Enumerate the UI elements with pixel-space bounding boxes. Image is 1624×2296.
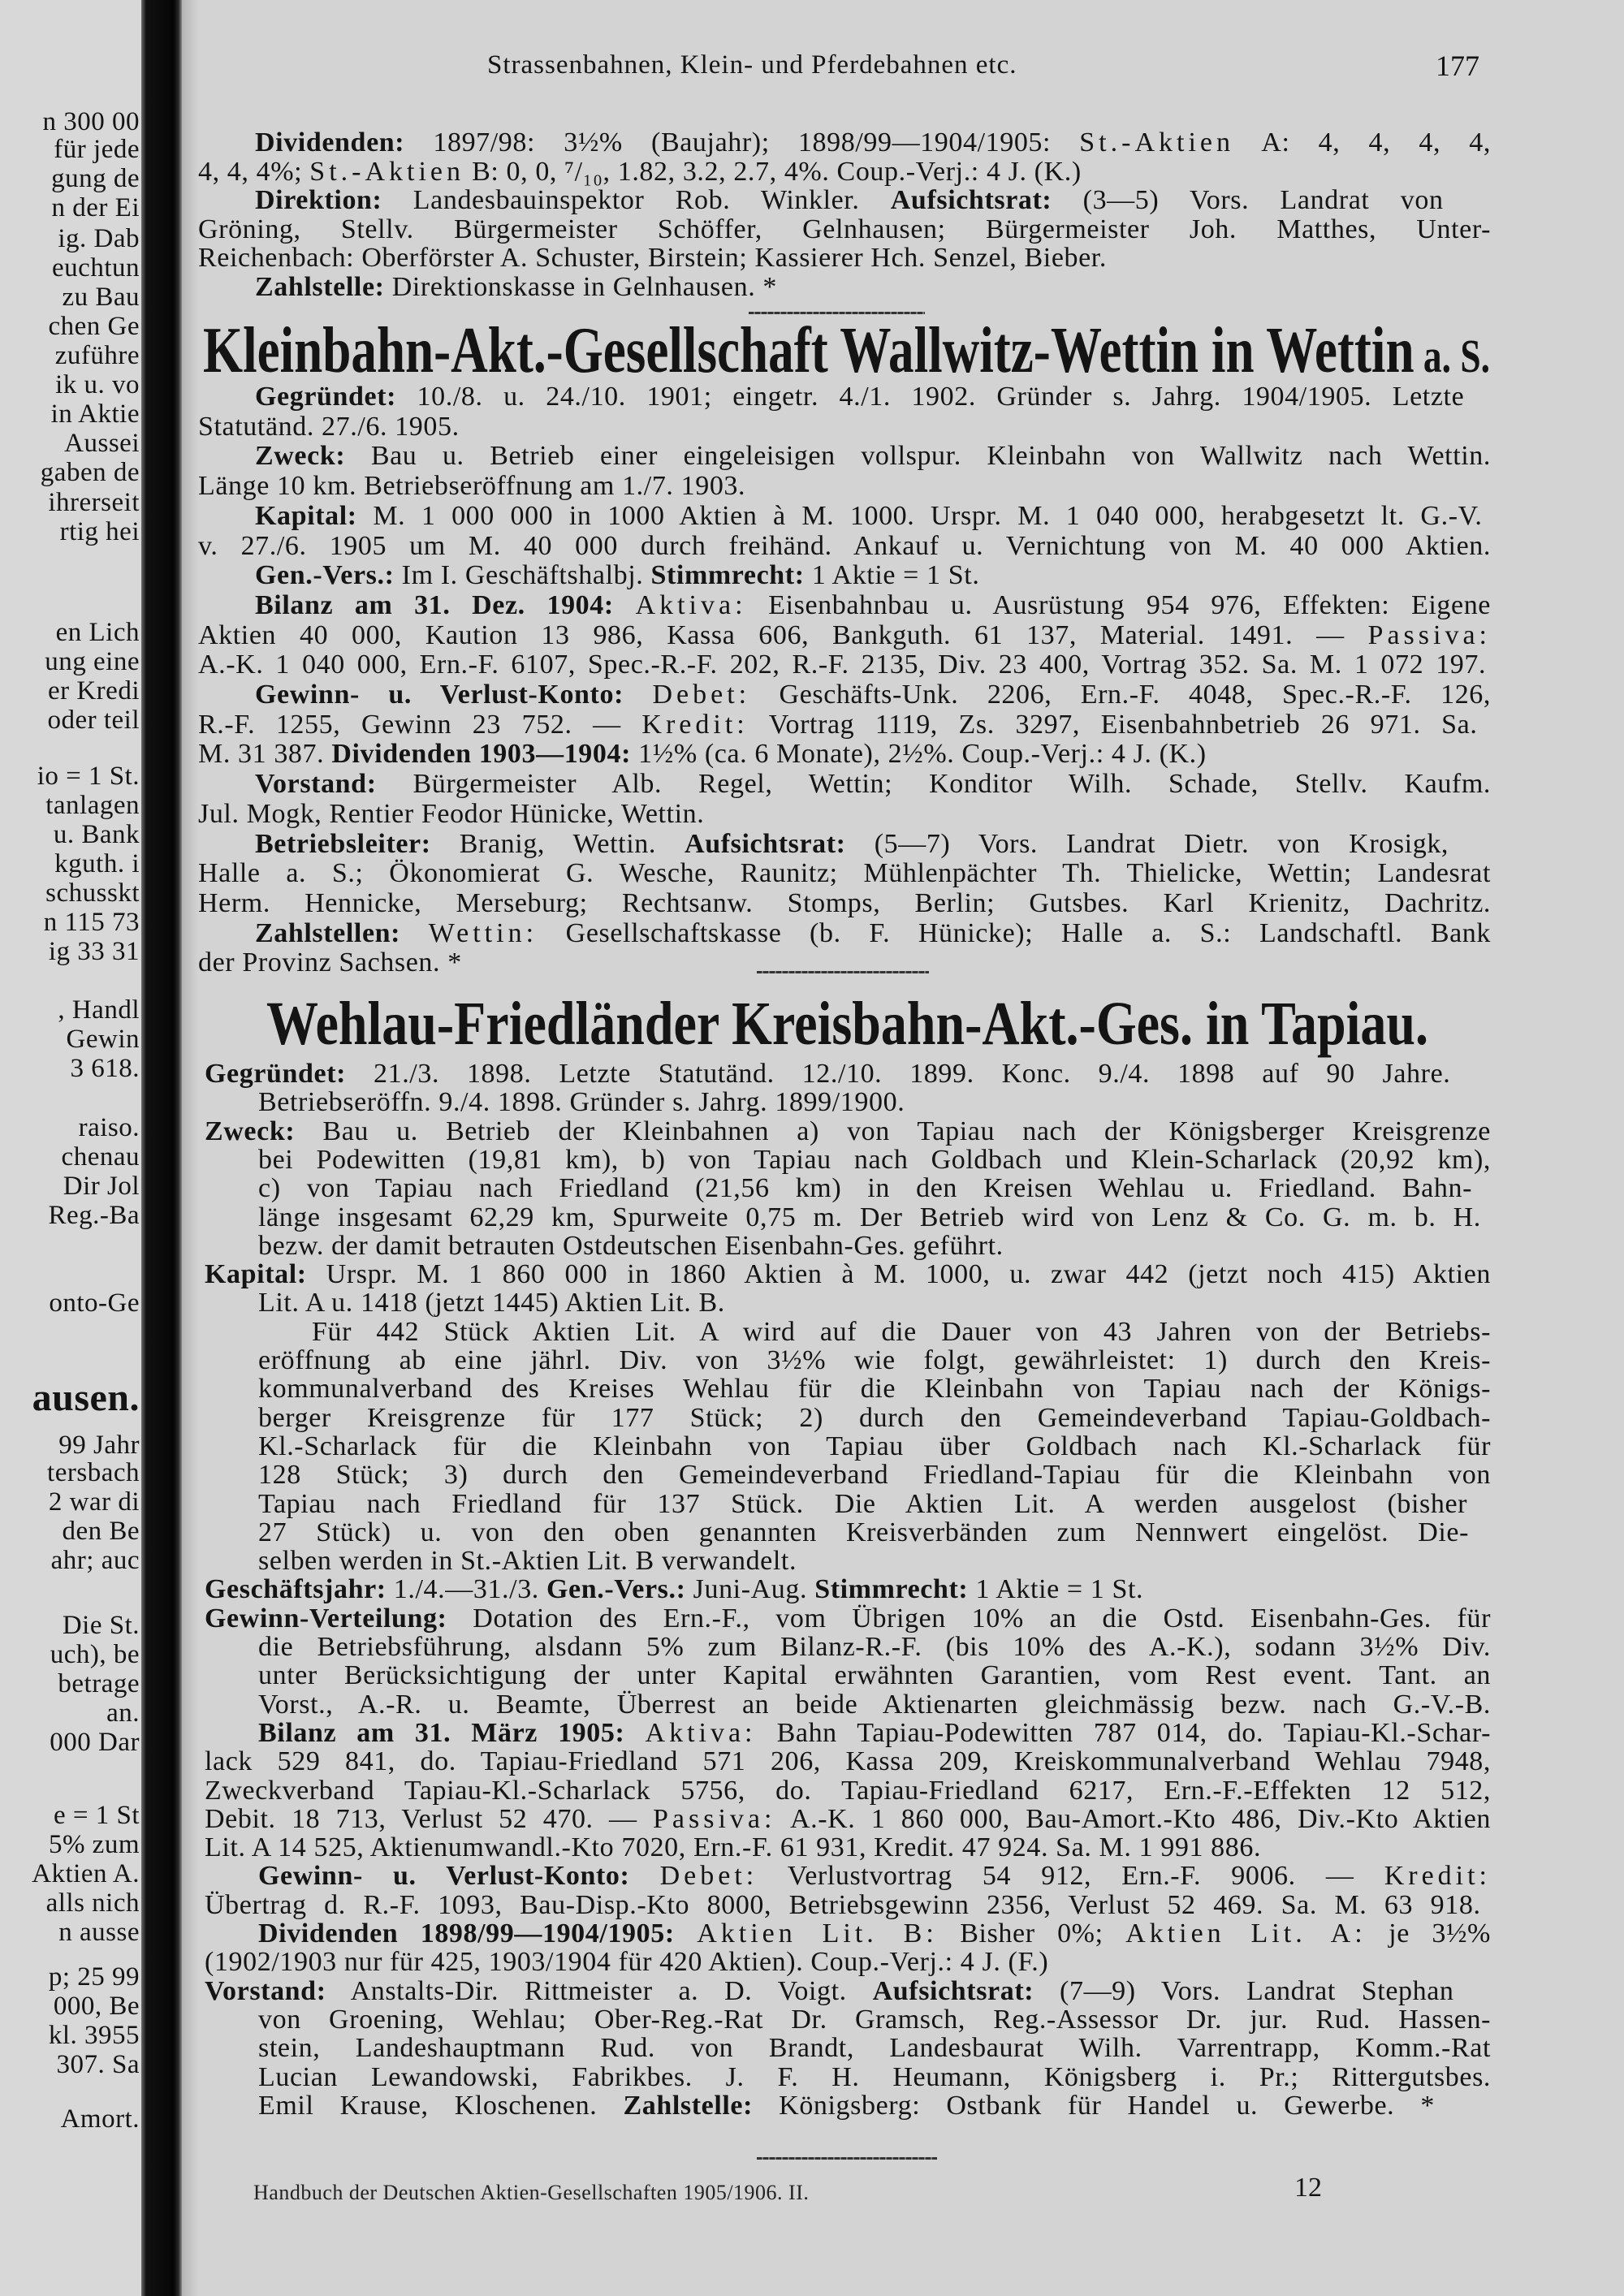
field-text: Herm. Hennicke, Merseburg; Rechtsanw. Stomps, Berlin; Gutsbes. Karl Krienitz, Dachritz. xyxy=(198,887,1491,918)
field-label: Zweck: xyxy=(205,1116,296,1146)
field-text: Im I. Geschäftshalbj. xyxy=(394,560,651,591)
field-label: Gewinn-Verteilung: xyxy=(205,1603,447,1634)
text-line xyxy=(255,382,1491,412)
text-line xyxy=(205,1603,1491,1634)
adjacent-page-fragment: zuführe xyxy=(54,341,140,370)
adjacent-page-fragment: tanlagen xyxy=(45,791,140,820)
field-text: Übertrag d. R.-F. 1093, Bau-Disp.-Kto 8000, Betriebsgewinn 2356, Verlust 52 469. Sa. M. 63 918. xyxy=(205,1889,1481,1920)
title-main: Kleinbahn-Akt.-Gesellschaft Wallwitz-Wettin in Wettin xyxy=(203,314,1415,387)
adjacent-page-fragment: ik u. vo xyxy=(55,370,140,399)
field-text: 1 Aktie = 1 St. xyxy=(968,1574,1144,1605)
field-text: Lucian Lewandowski, Fabrikbes. J. F. H. Heumann, Königsberg i. Pr.; Rittergutsbes. xyxy=(258,2061,1491,2092)
field-text: 10./8. u. 24./10. 1901; eingetr. 4./1. 1902. Gründer s. Jahrg. 1904/1905. Letzte xyxy=(396,382,1465,412)
adjacent-page-fragment: io = 1 St. xyxy=(37,762,140,791)
text-line xyxy=(205,1116,1491,1147)
field-text: länge insgesamt 62,29 km, Spurweite 0,75 m. Der Betrieb wird von Lenz & Co. G. m. b. H. xyxy=(258,1202,1481,1232)
text-line xyxy=(258,1632,1491,1663)
field-text: 1½% (ca. 6 Monate), 2½%. Coup.-Verj.: 4 J. (K.) xyxy=(631,739,1207,770)
field-text: M. 1 000 000 in 1000 Aktien à M. 1000. Urspr. M. 1 040 000, herabgesetzt lt. G.-V. xyxy=(356,500,1483,531)
adjacent-page-fragment: , Handl xyxy=(58,995,140,1025)
field-label: Gen.-Vers.: xyxy=(255,560,395,591)
field-text: Länge 10 km. Betriebseröffnung am 1./7. 1903. xyxy=(198,471,746,502)
adjacent-page-fragment: n 300 00 xyxy=(42,107,140,136)
adjacent-page-fragment: zu Bau xyxy=(62,283,140,312)
text-line xyxy=(255,829,1491,860)
gutter-shadow xyxy=(182,0,198,2296)
text-line xyxy=(255,590,1491,621)
adjacent-page-fragment: tersbach xyxy=(47,1458,140,1487)
field-text: unter Berücksichtigung der unter Kapital erwähnten Garantien, vom Rest event. Tant. an xyxy=(258,1660,1491,1691)
adjacent-page-fragment: gaben de xyxy=(40,458,140,487)
field-label: Gegründet: xyxy=(255,382,397,412)
field-label: Dividenden 1898/99—1904/1905: xyxy=(258,1918,675,1949)
field-text: Juni-Aug. xyxy=(685,1574,815,1605)
field-text: stein, Landeshauptmann Rud. von Brandt, Landesbaurat Wilh. Varrentrapp, Komm.-Rat xyxy=(258,2033,1491,2064)
text-line xyxy=(205,1832,1491,1863)
spaced-term: Debet: xyxy=(652,680,751,710)
field-label: Aufsichtsrat: xyxy=(890,185,1052,216)
field-text xyxy=(629,1861,659,1891)
field-label: Dividenden 1903—1904: xyxy=(331,739,632,770)
adjacent-page-fragment: euchtun xyxy=(52,253,140,283)
text-line xyxy=(198,650,1491,680)
field-label: Stimmrecht: xyxy=(814,1574,969,1605)
field-text: Gröning, Stellv. Bürgermeister Schöffer, Gelnhausen; Bürgermeister Joh. Matthes, Unter- xyxy=(198,214,1491,244)
text-line xyxy=(205,1259,1491,1290)
text-line xyxy=(258,2005,1491,2035)
spaced-term: Aktien Lit. A: xyxy=(1125,1918,1367,1949)
field-label: Zweck: xyxy=(255,441,346,472)
field-text: A.-K. 1 040 000, Ern.-F. 6107, Spec.-R.-F. 202, R.-F. 2135, Div. 23 400, Vortrag 352. Sa. M. 1 072 197. xyxy=(198,650,1487,680)
text-line xyxy=(258,1431,1491,1462)
title-suffix: a. S. xyxy=(1414,330,1490,382)
adjacent-page-fragment: chenau xyxy=(61,1142,140,1172)
text-line xyxy=(205,1976,1491,2007)
text-line xyxy=(255,272,1491,303)
field-text: Lit. A 14 525, Aktienumwandl.-Kto 7020, Ern.-F. 61 931, Kredit. 47 924. Sa. M. 1 991 886. xyxy=(205,1832,1262,1863)
field-text: berger Kreisgrenze für 177 Stück; 2) durch den Gemeindeverband Tapiau-Goldbach- xyxy=(258,1402,1491,1433)
field-text: Königsberg: Ostbank für Handel u. Gewerbe. * xyxy=(753,2090,1435,2121)
text-line xyxy=(255,918,1491,949)
text-line xyxy=(258,1345,1491,1376)
adjacent-page-fragment: u. Bank xyxy=(53,820,140,849)
spaced-term: Aktiva: xyxy=(635,589,747,620)
field-label: Kapital: xyxy=(255,500,357,531)
text-line xyxy=(258,1718,1491,1749)
adjacent-page-fragment: Aktien A. xyxy=(32,1859,140,1888)
spaced-term: St.-Aktien xyxy=(309,156,464,187)
text-line xyxy=(258,1546,1491,1577)
text-line xyxy=(255,769,1491,800)
adjacent-page-fragment: 000, Be xyxy=(53,1992,140,2021)
text-line xyxy=(198,531,1491,562)
text-line xyxy=(258,1861,1491,1892)
field-text xyxy=(675,1918,697,1949)
adjacent-page-fragment: raiso. xyxy=(78,1113,140,1142)
text-line xyxy=(255,441,1491,472)
field-text: R.-F. 1255, Gewinn 23 752. — xyxy=(198,709,642,740)
adjacent-page-fragment: uch), be xyxy=(50,1640,140,1669)
field-text: 1 Aktie = 1 St. xyxy=(804,560,980,591)
field-text xyxy=(624,1718,645,1748)
adjacent-page-fragment: ig 33 31 xyxy=(48,937,140,966)
field-text: 21./3. 1898. Letzte Statutänd. 12./10. 1899. Konc. 9./4. 1898 auf 90 Jahre. xyxy=(346,1059,1451,1089)
adjacent-page-fragment: n ausse xyxy=(58,1918,140,1947)
text-line xyxy=(258,1403,1491,1434)
field-text: Bisher 0%; xyxy=(937,1918,1126,1949)
page-number: 177 xyxy=(1436,50,1479,82)
adjacent-page-fragment: ahr; auc xyxy=(50,1546,140,1575)
field-text: Direktionskasse in Gelnhausen. * xyxy=(384,272,778,302)
field-text: A.-K. 1 860 000, Bau-Amort.-Kto 486, Div.-Kto Aktien xyxy=(775,1803,1491,1834)
text-line xyxy=(198,799,1491,830)
text-line xyxy=(258,1087,1491,1118)
adjacent-page-fragment: betrage xyxy=(58,1669,140,1698)
adjacent-page-fragment: en Lich xyxy=(55,618,140,647)
text-line xyxy=(205,1890,1491,1921)
field-label: Gen.-Vers.: xyxy=(546,1574,686,1605)
adjacent-page-fragment: 99 Jahr xyxy=(58,1431,140,1460)
field-text: Anstalts-Dir. Rittmeister a. D. Voigt. xyxy=(326,1975,873,2006)
text-line xyxy=(258,1660,1491,1691)
field-text: der Provinz Sachsen. * xyxy=(198,947,462,978)
text-line xyxy=(205,1746,1491,1777)
text-line xyxy=(198,739,1491,770)
field-label: Kapital: xyxy=(205,1259,307,1290)
adjacent-page-fragment: kl. 3955 xyxy=(48,2021,140,2050)
adjacent-page-fragment: chen Ge xyxy=(48,312,140,341)
adjacent-page-fragment: schusskt xyxy=(45,878,140,908)
company-title-wehlau-friedland xyxy=(266,987,1428,1062)
text-line xyxy=(258,1517,1491,1548)
field-text: B: 0, 0, ⁷/₁₀, 1.82, 3.2, 2.7, 4%. Coup.-Verj.: 4 J. (K.) xyxy=(464,156,1082,187)
text-line xyxy=(255,127,1491,158)
field-label: Betriebsleiter: xyxy=(255,828,431,859)
field-text: kommunalverband des Kreises Wehlau für die Kleinbahn von Tapiau nach der Königs- xyxy=(258,1374,1491,1405)
field-text: Vorst., A.-R. u. Beamte, Überrest an beide Aktienarten gleichmässig bezw. nach G.-V.-B. xyxy=(258,1689,1491,1720)
field-label: Zahlstelle: xyxy=(255,272,385,302)
field-label: Aufsichtsrat: xyxy=(685,828,846,859)
adjacent-page-fragment: n 115 73 xyxy=(43,908,140,937)
running-header: Strassenbahnen, Klein- und Pferdebahnen etc. xyxy=(487,50,1017,80)
spaced-term: Passiva: xyxy=(653,1803,776,1834)
adjacent-page-fragment: für jede xyxy=(54,135,140,164)
field-text: Gesellschaftskasse (b. F. Hünicke); Halle a. S.: Landschaftl. Bank xyxy=(538,917,1491,948)
field-text: eröffnung ab eine jährl. Div. von 3½% wie folgt, gewährleistet: 1) durch den Kreis- xyxy=(258,1345,1491,1375)
field-text: Bau u. Betrieb der Kleinbahnen a) von Tapiau nach der Königsberger Kreisgrenze xyxy=(295,1116,1491,1146)
field-text: Aktien 40 000, Kaution 13 986, Kassa 606, Bankguth. 61 137, Material. 1491. — xyxy=(198,619,1368,650)
text-line xyxy=(205,1947,1491,1978)
text-line xyxy=(258,1145,1491,1176)
field-text: 1./4.—31./3. xyxy=(386,1574,546,1605)
adjacent-page-fragment: Amort. xyxy=(60,2104,140,2134)
field-text: (5—7) Vors. Landrat Dietr. von Krosigk, xyxy=(845,828,1449,859)
adjacent-page-fragment: den Be xyxy=(62,1517,140,1546)
adjacent-page-fragment: kguth. i xyxy=(54,849,140,878)
adjacent-page-fragment: er Kredi xyxy=(47,676,140,706)
spaced-term: St.-Aktien xyxy=(1079,127,1234,158)
field-text: Verlustvortrag 54 912, Ern.-F. 9006. — xyxy=(758,1861,1384,1892)
text-line xyxy=(198,214,1491,245)
field-text: (1902/1903 nur für 425, 1903/1904 für 420 Aktien). Coup.-Verj.: 4 J. (F.) xyxy=(205,1947,1049,1978)
field-label: Stimmrecht: xyxy=(650,560,805,591)
text-line xyxy=(198,157,1491,188)
field-text: Tapiau nach Friedland für 137 Stück. Die Aktien Lit. A werden ausgelost (bisher xyxy=(258,1488,1468,1519)
spaced-term: Aktien Lit. B: xyxy=(697,1918,938,1949)
field-text: Debit. 18 713, Verlust 52 470. — xyxy=(205,1803,653,1834)
adjacent-page-fragment: oder teil xyxy=(47,706,140,735)
field-text: Betriebseröffn. 9./4. 1898. Gründer s. Jahrg. 1899/1900. xyxy=(258,1087,905,1118)
text-line xyxy=(258,1202,1491,1233)
field-text: Reichenbach: Oberförster A. Schuster, Birstein; Kassierer Hch. Senzel, Bieber. xyxy=(198,243,1107,274)
text-line xyxy=(255,185,1491,216)
adjacent-page-fragment: in Aktie xyxy=(50,399,140,429)
adjacent-page-fragment: an. xyxy=(106,1698,140,1728)
field-label: Vorstand: xyxy=(205,1975,326,2006)
field-label: Direktion: xyxy=(255,185,382,216)
field-text: Zweckverband Tapiau-Kl.-Scharlack 5756, do. Tapiau-Friedland 6217, Ern.-F.-Effekten 12 512, xyxy=(205,1775,1491,1806)
adjacent-page-fragment: p; 25 99 xyxy=(48,1962,140,1992)
field-text: 1897/98: 3½% (Baujahr); 1898/99—1904/1905: xyxy=(404,127,1080,158)
field-text: Urspr. M. 1 860 000 in 1860 Aktien à M. 1000, u. zwar 442 (jetzt noch 415) Aktien xyxy=(306,1259,1491,1290)
text-line xyxy=(258,2091,1491,2121)
field-text: bezw. der damit betrauten Ostdeutschen Eisenbahn-Ges. geführt. xyxy=(258,1230,1004,1261)
field-label: Zahlstelle: xyxy=(623,2090,754,2121)
adjacent-page-fragment: ausen. xyxy=(32,1376,140,1419)
spaced-term: Passiva: xyxy=(1367,619,1491,650)
field-text: Landesbauinspektor Rob. Winkler. xyxy=(382,185,891,216)
field-label: Zahlstellen: xyxy=(255,917,401,948)
text-line xyxy=(258,2033,1491,2064)
field-text: Bahn Tapiau-Podewitten 787 014, do. Tapiau-Kl.-Schar- xyxy=(756,1717,1491,1748)
text-line xyxy=(198,858,1491,889)
field-text xyxy=(624,680,652,710)
spaced-term: Debet: xyxy=(659,1861,758,1892)
adjacent-page-fragment: 5% zum xyxy=(48,1830,140,1859)
field-label: Geschäftsjahr: xyxy=(205,1574,387,1605)
adjacent-page-fragment: Die St. xyxy=(62,1611,140,1640)
text-line xyxy=(198,412,1491,442)
adjacent-page-fragment: 3 618. xyxy=(70,1054,140,1083)
text-line xyxy=(255,560,1491,591)
adjacent-page-column xyxy=(0,0,141,2296)
field-text xyxy=(400,918,429,948)
field-text: M. 31 387. xyxy=(198,739,332,770)
text-line xyxy=(255,680,1491,710)
text-line xyxy=(205,1776,1491,1806)
text-line xyxy=(258,1231,1491,1262)
field-label: Gegründet: xyxy=(205,1059,347,1089)
adjacent-page-fragment: gung de xyxy=(51,164,140,193)
book-gutter xyxy=(141,0,182,2296)
text-line xyxy=(198,471,1491,502)
field-text: Bau u. Betrieb einer eingeleisigen vollspur. Kleinbahn von Wallwitz nach Wettin. xyxy=(345,441,1491,472)
text-line xyxy=(312,1317,1491,1348)
field-text: bei Podewitten (19,81 km), b) von Tapiau nach Goldbach und Klein-Scharlack (20,92 km), xyxy=(258,1144,1491,1175)
text-line xyxy=(205,1059,1491,1090)
text-line xyxy=(205,1574,1491,1605)
field-text: 4, 4, 4%; xyxy=(198,156,310,187)
adjacent-page-fragment: ihrerseit xyxy=(48,488,140,517)
text-line xyxy=(205,1804,1491,1835)
spaced-term: Aktiva: xyxy=(645,1717,757,1748)
text-line xyxy=(255,501,1491,532)
field-text: 128 Stück; 3) durch den Gemeindeverband Friedland-Tapiau für die Kleinbahn von xyxy=(258,1460,1491,1491)
text-line xyxy=(258,1374,1491,1405)
text-line xyxy=(258,1288,1491,1318)
footer-source: Handbuch der Deutschen Aktien-Gesellschaften 1905/1906. II. xyxy=(253,2181,810,2204)
field-text: Jul. Mogk, Rentier Feodor Hünicke, Wettin. xyxy=(198,798,705,829)
footer-signature-number: 12 xyxy=(1294,2173,1322,2203)
title-main: Wehlau-Friedländer Kreisbahn-Akt.-Ges. in Tapiau. xyxy=(266,990,1428,1059)
field-text: lack 529 841, do. Tapiau-Friedland 571 206, Kassa 209, Kreiskommunalverband Wehlau 7948, xyxy=(205,1746,1491,1777)
adjacent-page-fragment: 000 Dar xyxy=(50,1728,140,1757)
section-divider xyxy=(757,2157,937,2160)
field-text: v. 27./6. 1905 um M. 40 000 durch freihänd. Ankauf u. Vernichtung von M. 40 000 Aktien. xyxy=(198,530,1491,561)
field-label: Vorstand: xyxy=(255,769,377,800)
text-line xyxy=(198,947,1491,978)
adjacent-page-fragment: Gewin xyxy=(66,1025,140,1054)
adjacent-page-fragment: 2 war di xyxy=(48,1487,140,1517)
section-divider xyxy=(757,971,929,973)
field-label: Bilanz am 31. Dez. 1904: xyxy=(255,589,614,620)
text-line xyxy=(258,1489,1491,1520)
field-label: Bilanz am 31. März 1905: xyxy=(258,1717,625,1748)
adjacent-page-fragment: e = 1 St xyxy=(53,1801,140,1830)
field-text: Dotation des Ern.-F., vom Übrigen 10% an die Ostd. Eisenbahn-Ges. für xyxy=(447,1603,1491,1634)
adjacent-page-fragment: n der Ei xyxy=(51,193,140,222)
field-text: A: 4, 4, 4, 4, xyxy=(1233,127,1491,158)
field-text: Branig, Wettin. xyxy=(430,828,685,859)
field-text: Vortrag 1119, Zs. 3297, Eisenbahnbetrieb 26 971. Sa. xyxy=(748,709,1478,740)
field-text: Lit. A u. 1418 (jetzt 1445) Aktien Lit. B. xyxy=(258,1288,725,1318)
adjacent-page-fragment: Reg.-Ba xyxy=(48,1201,140,1230)
text-line xyxy=(258,1918,1491,1949)
adjacent-page-fragment: Aussei xyxy=(64,429,140,458)
field-text: Geschäfts-Unk. 2206, Ern.-F. 4048, Spec.-R.-F. 126, xyxy=(750,680,1491,710)
adjacent-page-fragment: rtig hei xyxy=(59,517,140,546)
field-text: (3—5) Vors. Landrat von xyxy=(1052,185,1444,216)
field-text: Eisenbahnbau u. Ausrüstung 954 976, Effekten: Eigene xyxy=(746,589,1491,620)
adjacent-page-fragment: onto-Ge xyxy=(49,1288,140,1318)
text-line xyxy=(198,243,1491,274)
text-line xyxy=(198,710,1491,740)
spaced-term: Kredit: xyxy=(1384,1861,1491,1892)
spaced-term: Wettin: xyxy=(428,917,538,948)
field-text xyxy=(614,590,636,620)
text-line xyxy=(258,1690,1491,1720)
field-text: Halle a. S.; Ökonomierat G. Wesche, Raunitz; Mühlenpächter Th. Thielicke, Wettin; Landesrat xyxy=(198,858,1491,889)
text-line xyxy=(198,620,1491,651)
field-text: die Betriebsführung, alsdann 5% zum Bilanz-R.-F. (bis 10% des A.-K.), sodann 3½% Div. xyxy=(258,1632,1491,1662)
field-text: Kl.-Scharlack für die Kleinbahn von Tapiau über Goldbach nach Kl.-Scharlack für xyxy=(258,1431,1491,1461)
field-label: Gewinn- u. Verlust-Konto: xyxy=(258,1861,630,1892)
field-text: Für 442 Stück Aktien Lit. A wird auf die Dauer von 43 Jahren von der Betriebs- xyxy=(312,1316,1491,1347)
text-line xyxy=(258,1173,1491,1204)
adjacent-page-fragment: ig. Dab xyxy=(58,224,140,253)
adjacent-page-fragment: 307. Sa xyxy=(56,2050,140,2079)
field-text: Emil Krause, Kloschenen. xyxy=(258,2090,624,2121)
field-label: Aufsichtsrat: xyxy=(872,1975,1034,2006)
text-line xyxy=(258,2062,1491,2093)
field-text: Bürgermeister Alb. Regel, Wettin; Konditor Wilh. Schade, Stellv. Kaufm. xyxy=(376,769,1491,800)
adjacent-page-fragment: alls nich xyxy=(45,1888,140,1918)
field-text: (7—9) Vors. Landrat Stephan xyxy=(1034,1975,1454,2006)
text-line xyxy=(258,1460,1491,1491)
field-text: von Groening, Wehlau; Ober-Reg.-Rat Dr. Gramsch, Reg.-Assessor Dr. jur. Rud. Hassen- xyxy=(258,2004,1491,2035)
spaced-term: Kredit: xyxy=(641,709,749,740)
field-text: selben werden in St.-Aktien Lit. B verwandelt. xyxy=(258,1546,797,1577)
adjacent-page-fragment: Dir Jol xyxy=(63,1172,140,1201)
field-text: Statutänd. 27./6. 1905. xyxy=(198,411,460,442)
field-text: je 3½% xyxy=(1366,1918,1491,1949)
field-label: Gewinn- u. Verlust-Konto: xyxy=(255,680,624,710)
adjacent-page-fragment: ung eine xyxy=(45,647,140,676)
field-text: 27 Stück) u. von den oben genannten Kreisverbänden zum Nennwert eingelöst. Die- xyxy=(258,1517,1470,1547)
field-text: c) von Tapiau nach Friedland (21,56 km) in den Kreisen Wehlau u. Friedland. Bahn- xyxy=(258,1173,1472,1204)
text-line xyxy=(198,888,1491,919)
field-label: Dividenden: xyxy=(255,127,405,158)
